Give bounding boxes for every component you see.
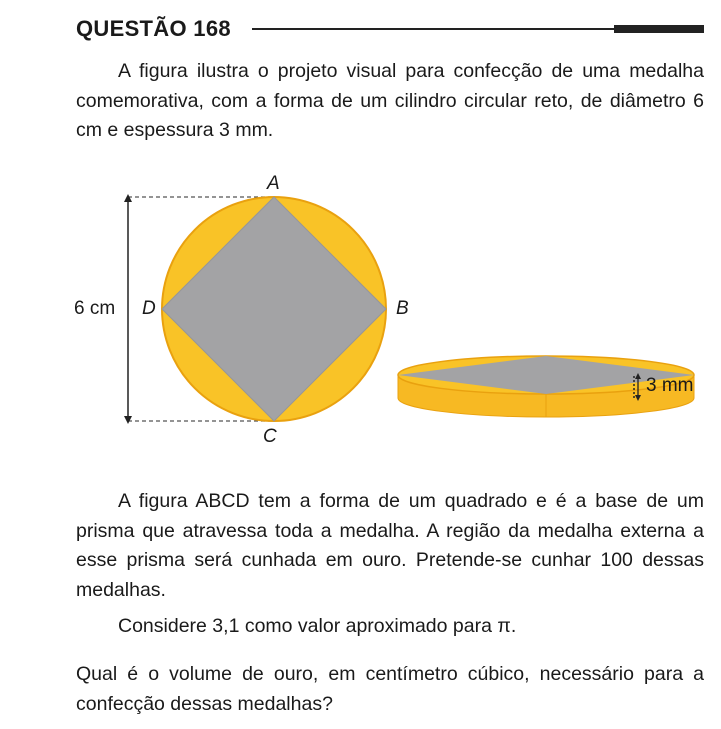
question-paragraph: Qual é o volume de ouro, em centímetro cúbico, necessário para a confecção dessas medalhas? [76,663,704,715]
medal-figure [60,170,720,455]
thickness-label: 3 mm [646,375,694,396]
label-b: B [396,298,409,319]
question-title: QUESTÃO 168 [76,16,231,41]
diameter-label: 6 cm [74,298,116,319]
consider-paragraph: Considere 3,1 como valor aproximado para π. [118,615,517,637]
question-header [76,14,704,46]
diameter-arrow-down [124,416,132,424]
header-rule-bar [614,25,704,33]
diameter-arrow-up [124,194,132,202]
intro-paragraph: A figura ilustra o projeto visual para confecção de uma medalha comemorativa, com a forma de um cilindro circular reto, de diâmetro 6 cm e espessura 3 mm. [76,60,704,141]
label-c: C [263,426,277,447]
label-d: D [142,298,156,319]
label-a: A [267,173,280,194]
medal-figure-drawing [60,170,720,455]
description-paragraph: A figura ABCD tem a forma de um quadrado e é a base de um prisma que atravessa toda a medalha. A região da medalha externa a esse prisma será cunhada em ouro. Pretende-se cunhar 100 dessas medalhas. [76,490,704,601]
